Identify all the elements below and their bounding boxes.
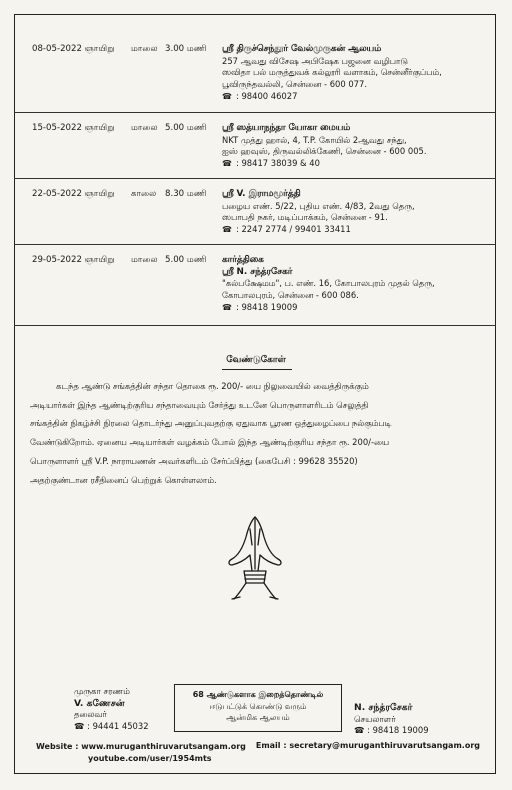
secretary-block bbox=[354, 702, 484, 737]
venue-line: ஸவிதா பல் மருத்துவக் கல்லூரி வளாகம், சென்னீர்குப்பம், bbox=[222, 67, 442, 78]
email-link[interactable]: Email : secretary@muruganthiruvarutsangam.org bbox=[255, 741, 480, 750]
schedule-hour: 5.00 மணி bbox=[165, 123, 207, 133]
schedule-venue bbox=[222, 255, 435, 314]
schedule-row bbox=[14, 34, 496, 113]
venue-line: பூவிருந்தவல்லி, சென்னை - 600 077. bbox=[222, 79, 367, 90]
venue-line: பழைய எண். 5/22, புதிய எண். 4/83, 2வது தெரு, bbox=[222, 200, 415, 211]
venue-phone-number: 98417 38039 & 40 bbox=[241, 158, 320, 169]
schedule-time-of-day: மாலை bbox=[131, 123, 158, 133]
president-name: V. கணேசன் bbox=[74, 697, 125, 709]
schedule-table bbox=[14, 34, 496, 326]
secretary-role: செயலாளர் bbox=[354, 713, 396, 724]
schedule-row bbox=[14, 179, 496, 245]
secretary-phone-number: 98418 19009 bbox=[372, 725, 429, 735]
schedule-hour: 8.30 மணி bbox=[165, 189, 207, 199]
schedule-time-of-day: மாலை bbox=[131, 255, 158, 265]
namaste-hands-icon bbox=[222, 515, 288, 601]
venue-title: ஸ்ரீ திருச்செந்தூர் வேல்முருகன் ஆலயம் bbox=[222, 44, 382, 54]
appeal-line: அடியார்கள் இந்த ஆண்டிற்குரிய சந்தாவையும் சேர்த்து உடனே பொருளாளரிடம் செலுத்தி bbox=[30, 399, 369, 410]
youtube-link[interactable]: youtube.com/user/1954mts bbox=[88, 754, 212, 763]
schedule-hour: 5.00 மணி bbox=[165, 255, 207, 265]
venue-title: ஸ்ரீ V. இராமமூர்த்தி bbox=[222, 189, 301, 199]
appeal-line: கடந்த ஆண்டு சங்கத்தின் சந்தா தொகை ரூ. 200/- யை நிலுவையில் வைத்திருக்கும் bbox=[56, 381, 369, 391]
appeal-body bbox=[30, 377, 474, 489]
venue-phone: ☎ : 98417 38039 & 40 bbox=[222, 158, 320, 169]
president-phone: ☎ : 94441 45032 bbox=[74, 720, 149, 731]
venue-line: ஸபாபதி நகர், மடிப்பாக்கம், சென்னை - 91. bbox=[222, 212, 388, 223]
venue-line: 257 ஆவது விசேஷ அபிஷேக பஜனை வழிபாடு bbox=[222, 55, 408, 66]
motto-line: ஈடுபட்டுக் கொண்டு வரும் bbox=[209, 701, 307, 711]
venue-line: கோபாலபுரம், சென்னை - 600 086. bbox=[222, 290, 359, 301]
sangam-motto-box bbox=[174, 684, 342, 732]
phone-icon: ☎ bbox=[354, 725, 365, 735]
greeting: முருகா சரணம் bbox=[74, 686, 130, 696]
president-phone-number: 94441 45032 bbox=[92, 720, 149, 731]
venue-line: ஐஸ் ஹவுஸ், திருவல்லிக்கேணி, சென்னை - 600 005. bbox=[222, 146, 427, 157]
appeal-line: பொருளாளர் ஸ்ரீ V.P. நாராயணன் அவர்களிடம் சேர்ப்பித்து (கைபேசி : 99628 35520) bbox=[30, 455, 358, 466]
schedule-row bbox=[14, 113, 496, 179]
schedule-venue bbox=[222, 44, 442, 103]
venue-line: "கல்பக்ஷேமம", ப. எண். 16, கோபாலபுரம் முதல் தெரு, bbox=[222, 278, 435, 289]
appeal-line: வேண்டுகிறோம். ஏனைய அடியார்கள் வழக்கம் போல் இந்த ஆண்டிற்குரிய சந்தா ரூ. 200/-யை bbox=[30, 437, 390, 448]
website-block bbox=[36, 741, 246, 765]
appeal-title-underline bbox=[222, 369, 292, 370]
venue-phone-number: 2247 2774 / 99401 33411 bbox=[241, 224, 351, 235]
venue-title: கார்த்திகை bbox=[222, 255, 264, 265]
website-link[interactable]: Website : www.muruganthiruvarutsangam.org bbox=[36, 742, 246, 751]
phone-icon: ☎ bbox=[222, 225, 232, 235]
schedule-row bbox=[14, 245, 496, 326]
phone-icon: ☎ bbox=[222, 91, 232, 101]
venue-phone: ☎ : 98400 46027 bbox=[222, 90, 298, 101]
schedule-time-of-day: காலை bbox=[131, 189, 157, 199]
venue-phone: ☎ : 98418 19009 bbox=[222, 301, 298, 312]
motto-line: 68 ஆண்டுகளாக இறைத்தொண்டில் bbox=[192, 690, 324, 699]
schedule-date: 08-05-2022 ஞாயிறு bbox=[32, 44, 115, 54]
venue-phone-number: 98418 19009 bbox=[241, 301, 298, 312]
secretary-phone: ☎ : 98418 19009 bbox=[354, 725, 429, 735]
schedule-date: 29-05-2022 ஞாயிறு bbox=[32, 255, 115, 265]
venue-title: ஸ்ரீ ஸத்யாநந்தா யோகா மையம் bbox=[222, 123, 351, 133]
schedule-hour: 3.00 மணி bbox=[165, 44, 207, 54]
phone-icon: ☎ bbox=[222, 159, 232, 169]
venue-phone-number: 98400 46027 bbox=[241, 90, 298, 101]
schedule-time-of-day: மாலை bbox=[131, 44, 158, 54]
venue-host: ஸ்ரீ N. சந்த்ரசேகர் bbox=[222, 266, 293, 277]
secretary-name: N. சந்த்ரசேகர் bbox=[354, 702, 413, 713]
schedule-date: 15-05-2022 ஞாயிறு bbox=[32, 123, 115, 133]
motto-line: ஆன்மிக ஆலயம் bbox=[226, 713, 290, 722]
phone-icon: ☎ bbox=[222, 302, 232, 312]
venue-line: NKT முத்து ஹால், 4, T.P. கோயில் 2ஆவது சந்து, bbox=[222, 134, 407, 145]
footer bbox=[14, 680, 496, 774]
appeal-title: வேண்டுகோள் bbox=[226, 355, 286, 365]
schedule-venue bbox=[222, 189, 415, 236]
schedule-venue bbox=[222, 123, 427, 170]
president-role: தலைவர் bbox=[74, 709, 107, 719]
appeal-line: சங்கத்தின் நிகழ்ச்சி நிரலை தொடர்ந்து அனுப்புவதற்கு ஏதுவாக பூரண ஒத்துழைப்பை நல்கும்படி bbox=[30, 418, 392, 429]
venue-phone: ☎ : 2247 2774 / 99401 33411 bbox=[222, 224, 351, 235]
appeal-line: அதற்குண்டான ரசீதினைப் பெற்றுக் கொள்ளலாம். bbox=[30, 474, 217, 485]
schedule-date: 22-05-2022 ஞாயிறு bbox=[32, 189, 115, 199]
phone-icon: ☎ bbox=[74, 720, 85, 731]
